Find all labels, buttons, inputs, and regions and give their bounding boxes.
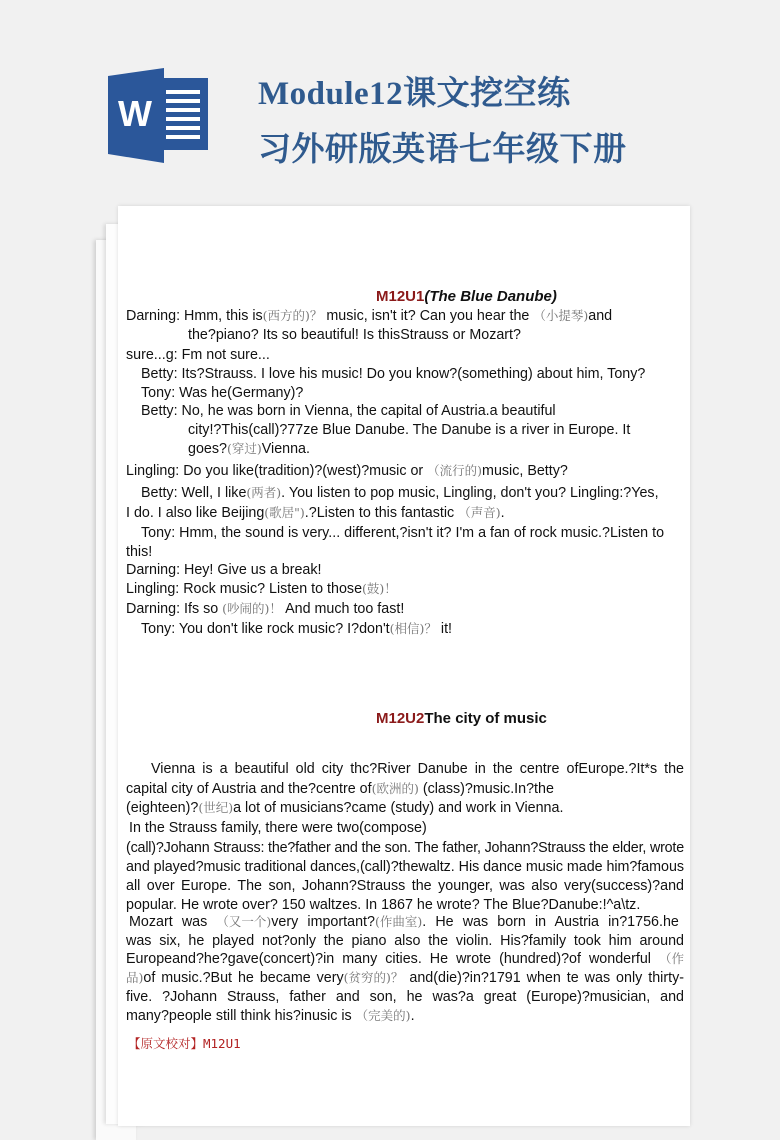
text-line-content xyxy=(129,820,427,836)
text-segment: Tony: Was he(Germany)? xyxy=(141,385,304,401)
text-line-content xyxy=(141,366,645,382)
text-segment: city!?This(call)?77ze Blue Danube. The Danube is a river in Europe. It xyxy=(188,422,631,438)
svg-text:W: W xyxy=(118,93,152,134)
text-segment: Darning: Hmm, this is xyxy=(126,308,263,324)
text-segment: capital city of Austria and the?centre of xyxy=(126,781,372,797)
text-segment: And much too fast! xyxy=(281,601,405,617)
text-segment: a lot of musicians?came (study) and work in Vienna. xyxy=(233,800,564,816)
text-line xyxy=(126,859,684,875)
word-logo-icon xyxy=(108,68,208,163)
blank-hint: （小提琴) xyxy=(533,308,589,323)
blank-hint: (吵闹的)！ xyxy=(222,601,282,616)
blank-hint: （作 xyxy=(658,951,684,966)
blank-hint: (穿过) xyxy=(226,441,262,456)
text-line-content xyxy=(126,1008,415,1024)
text-line xyxy=(129,914,684,930)
text-line-content xyxy=(126,308,612,324)
blank-hint: (西方的)？ xyxy=(262,308,323,323)
text-line-content xyxy=(126,897,640,913)
blank-hint: （流行的) xyxy=(427,463,483,478)
text-line-content xyxy=(126,347,270,363)
text-segment: the?piano? Its so beautiful! Is thisStrauss or Mozart? xyxy=(188,327,521,343)
text-line xyxy=(188,422,684,438)
blank-hint: (欧洲的) xyxy=(371,781,419,796)
text-line-content xyxy=(126,970,684,986)
text-line-content xyxy=(126,859,684,875)
text-line-content xyxy=(141,525,664,541)
text-segment: (class)?music.In?the xyxy=(418,781,554,797)
text-line xyxy=(126,933,684,949)
text-segment: Darning: Ifs so xyxy=(126,601,223,617)
text-line xyxy=(126,951,684,967)
text-segment: this! xyxy=(126,544,153,560)
text-line xyxy=(126,562,684,578)
document-page[interactable] xyxy=(118,206,690,1126)
text-line xyxy=(126,544,684,560)
blank-hint: (鼓)！ xyxy=(362,581,397,596)
blank-hint: (两者) xyxy=(246,485,282,500)
text-line xyxy=(141,621,684,637)
text-line-content xyxy=(126,505,505,521)
text-line xyxy=(126,840,684,856)
text-line-content xyxy=(126,989,684,1005)
text-line-content xyxy=(126,840,684,856)
text-segment: I do. I also like Beijing xyxy=(126,505,265,521)
text-segment: Darning: Hey! Give us a break! xyxy=(126,562,322,578)
text-line-content xyxy=(141,403,556,419)
text-line-content xyxy=(126,544,152,560)
unit1-title: (The Blue Danube) xyxy=(424,288,557,305)
text-line xyxy=(126,1008,684,1024)
text-line-content xyxy=(126,581,397,597)
title-line-2: 习外研版英语七年级下册 xyxy=(258,132,627,168)
text-line xyxy=(141,385,684,401)
text-line-content xyxy=(188,441,310,457)
text-segment: Vienna is a beautiful old city thc?River Danube in the centre ofEurope.?It*s the xyxy=(151,761,684,777)
blank-hint: (贫穷的)？ xyxy=(343,970,404,985)
text-line xyxy=(126,800,684,816)
unit1-heading xyxy=(376,288,557,306)
unit2-code: M12U2 xyxy=(376,710,425,727)
text-segment: sure...g: Fm not sure... xyxy=(126,347,270,363)
text-segment: music, isn't it? Can you hear the xyxy=(322,308,534,324)
text-line-content xyxy=(126,781,554,797)
text-segment: . xyxy=(500,505,505,521)
text-line xyxy=(126,878,684,894)
text-segment: goes? xyxy=(188,441,227,457)
text-line-content xyxy=(126,601,404,617)
blank-hint: (相信)？ xyxy=(389,621,437,636)
text-segment: and played?music traditional dances,(call)?thewaltz. His dance music made him?famous xyxy=(126,859,684,875)
text-line xyxy=(126,347,684,363)
text-line-content xyxy=(126,800,563,816)
text-line-content xyxy=(126,878,684,894)
text-line-content xyxy=(126,933,684,949)
text-line xyxy=(126,601,684,617)
text-segment: (call)?Johann Strauss: the?father and the son. The father, Johann?Strauss the elder, wrote xyxy=(126,840,684,856)
text-line xyxy=(126,897,684,913)
text-segment: music, Betty? xyxy=(482,463,568,479)
text-line xyxy=(126,781,684,797)
answer-key-label: 【原文校对】M12U1 xyxy=(128,1036,241,1051)
blank-hint: （又一个) xyxy=(216,914,272,929)
text-line-content xyxy=(126,562,321,578)
blank-hint: (作曲室) xyxy=(374,914,423,929)
text-line xyxy=(188,327,684,343)
blank-hint: (世纪) xyxy=(198,800,234,815)
text-line-content xyxy=(141,485,659,501)
blank-hint: (歌居") xyxy=(264,505,305,520)
text-segment: . You listen to pop music, Lingling, don't you? Lingling:?Yes, xyxy=(281,485,659,501)
text-line xyxy=(141,403,684,419)
text-line xyxy=(141,366,684,382)
text-line-content xyxy=(188,422,630,438)
text-segment: Tony: You don't like rock music? I?don't xyxy=(141,621,390,637)
text-segment: it! xyxy=(436,621,453,637)
text-line-content xyxy=(126,463,568,479)
text-segment: . He was born in Austria in?1756.he xyxy=(422,914,679,930)
text-segment: and xyxy=(588,308,613,324)
text-segment: Betty: Its?Strauss. I love his music! Do you know?(something) about him, Tony? xyxy=(141,366,646,382)
text-line xyxy=(126,581,684,597)
text-line-content xyxy=(141,621,452,637)
text-line xyxy=(126,970,684,986)
text-segment: . xyxy=(410,1008,415,1024)
text-segment: many?people still think his?inusic is xyxy=(126,1008,356,1024)
text-segment: Europeand?he?gave(concert)?in many cities. He wrote (hundred)?of wonderful xyxy=(126,951,659,967)
text-segment: Tony: Hmm, the sound is very... different,?isn't it? I'm a fan of rock music.?Listen to xyxy=(141,525,665,541)
text-segment: all over Europe. The son, Johann?Strauss the younger, was also very(success)?and xyxy=(126,878,684,894)
text-line-content xyxy=(126,951,684,967)
text-line xyxy=(126,505,684,521)
text-line xyxy=(151,761,684,777)
text-line xyxy=(126,308,684,324)
blank-hint: （完美的) xyxy=(355,1008,411,1023)
text-segment: Lingling: Do you like(tradition)?(west)?music or xyxy=(126,463,428,479)
text-line-content xyxy=(151,761,684,777)
title-line-1: Module12课文挖空练 xyxy=(258,76,571,112)
text-segment: .?Listen to this fantastic xyxy=(304,505,459,521)
text-segment: was six, he played not?only the piano also the violin. His?family took him around xyxy=(126,933,684,949)
text-segment: Mozart was xyxy=(129,914,217,930)
text-line xyxy=(141,485,684,501)
blank-hint: 品) xyxy=(126,970,144,985)
text-line xyxy=(126,463,684,479)
text-segment: In the Strauss family, there were two(compose) xyxy=(129,820,427,836)
document-title xyxy=(258,66,627,178)
text-segment: (eighteen)? xyxy=(126,800,199,816)
unit1-code: M12U1 xyxy=(376,288,425,305)
text-line-content xyxy=(141,385,303,401)
text-line xyxy=(188,441,684,457)
text-line xyxy=(141,525,684,541)
text-segment: and(die)?in?1791 when te was only thirty- xyxy=(403,970,684,986)
text-line-content xyxy=(129,914,679,930)
text-line-content xyxy=(188,327,521,343)
text-line xyxy=(126,989,684,1005)
text-segment: popular. He wrote over? 150 waltzes. In 1867 he wrote? The Blue?Danube:!^a\tz. xyxy=(126,897,641,913)
text-segment: Betty: Well, I like xyxy=(141,485,247,501)
blank-hint: （声音) xyxy=(458,505,501,520)
text-segment: of music.?But he became very xyxy=(143,970,344,986)
unit2-title: The city of music xyxy=(424,710,547,727)
unit2-heading xyxy=(376,710,547,728)
text-line xyxy=(129,820,684,836)
text-segment: Betty: No, he was born in Vienna, the capital of Austria.a beautiful xyxy=(141,403,556,419)
text-segment: five. ?Johann Strauss, father and son, he was?a great (Europe)?musician, and xyxy=(126,989,684,1005)
text-segment: Vienna. xyxy=(261,441,310,457)
text-segment: Lingling: Rock music? Listen to those xyxy=(126,581,363,597)
text-segment: very important? xyxy=(271,914,375,930)
